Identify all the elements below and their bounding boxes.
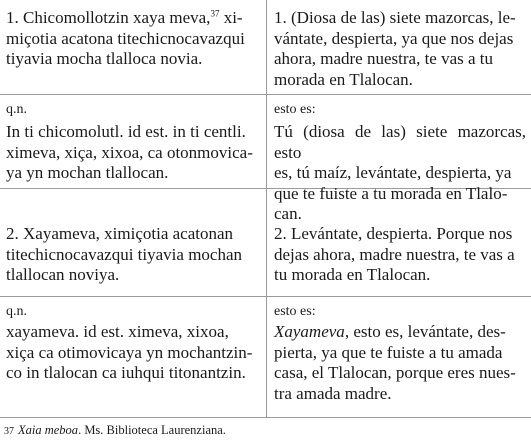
row-divider	[0, 296, 531, 297]
esto-es-label: esto es:	[274, 304, 316, 319]
spanish-gloss-1: Tú (diosa de las) siete mazorcas, esto es, tú maíz, levántate, despierta, ya que te fuiste a tu morada en Tlalo- can.	[274, 122, 526, 224]
footnote-number: 37	[4, 426, 14, 437]
nahuatl-gloss-2: xayameva. id est. ximeva, xixoa, xiça ca otimovicaya yn mochantzin- co in tlalocan ca iuhqui titonantzin.	[6, 322, 253, 383]
esto-es-label: esto es:	[274, 102, 316, 117]
nahuatl-verse-1: 1. Chicomollotzin xaya meva,$^{37}$ xi- miçotia acatona titechicnocavazqui tiyavia mocha tlalloca novia.	[6, 8, 245, 69]
footnote-ref: 37	[210, 8, 220, 19]
row-divider	[0, 94, 531, 95]
italic-term: Xayameva	[274, 322, 345, 341]
qn-label: q.n.	[6, 102, 27, 117]
column-divider	[266, 0, 267, 417]
spanish-verse-2: 2. Levántate, despierta. Porque nos dejas ahora, madre nuestra, te vas a tu morada en Tlalocan.	[274, 224, 515, 285]
row-divider	[0, 417, 531, 418]
qn-label: q.n.	[6, 304, 27, 319]
nahuatl-gloss-1: In ti chicomolutl. id est. in ti centli. ximeva, xiça, xixoa, ca otonmovica- ya yn mochan tlallocan.	[6, 122, 253, 183]
spanish-gloss-2: Xayameva, esto es, levántate, des- pierta, ya que te fuiste a tu amada casa, el Tlalocan, porque eres nues- tra amada madre.	[274, 322, 516, 403]
footnote	[4, 422, 524, 440]
footnote-text: . Ms. Biblioteca Laurenziana.	[78, 423, 226, 437]
footnote-title: Xaia meboa	[18, 423, 79, 437]
spanish-verse-1: 1. (Diosa de las) siete mazorcas, le- vántate, despierta, ya que nos dejas ahora, madre nuestra, te vas a tu morada en Tlalocan.	[274, 8, 516, 89]
nahuatl-verse-2: 2. Xayameva, ximiçotia acatonan titechicnocavazqui tiyavia mochan tlallocan noviya.	[6, 224, 243, 285]
